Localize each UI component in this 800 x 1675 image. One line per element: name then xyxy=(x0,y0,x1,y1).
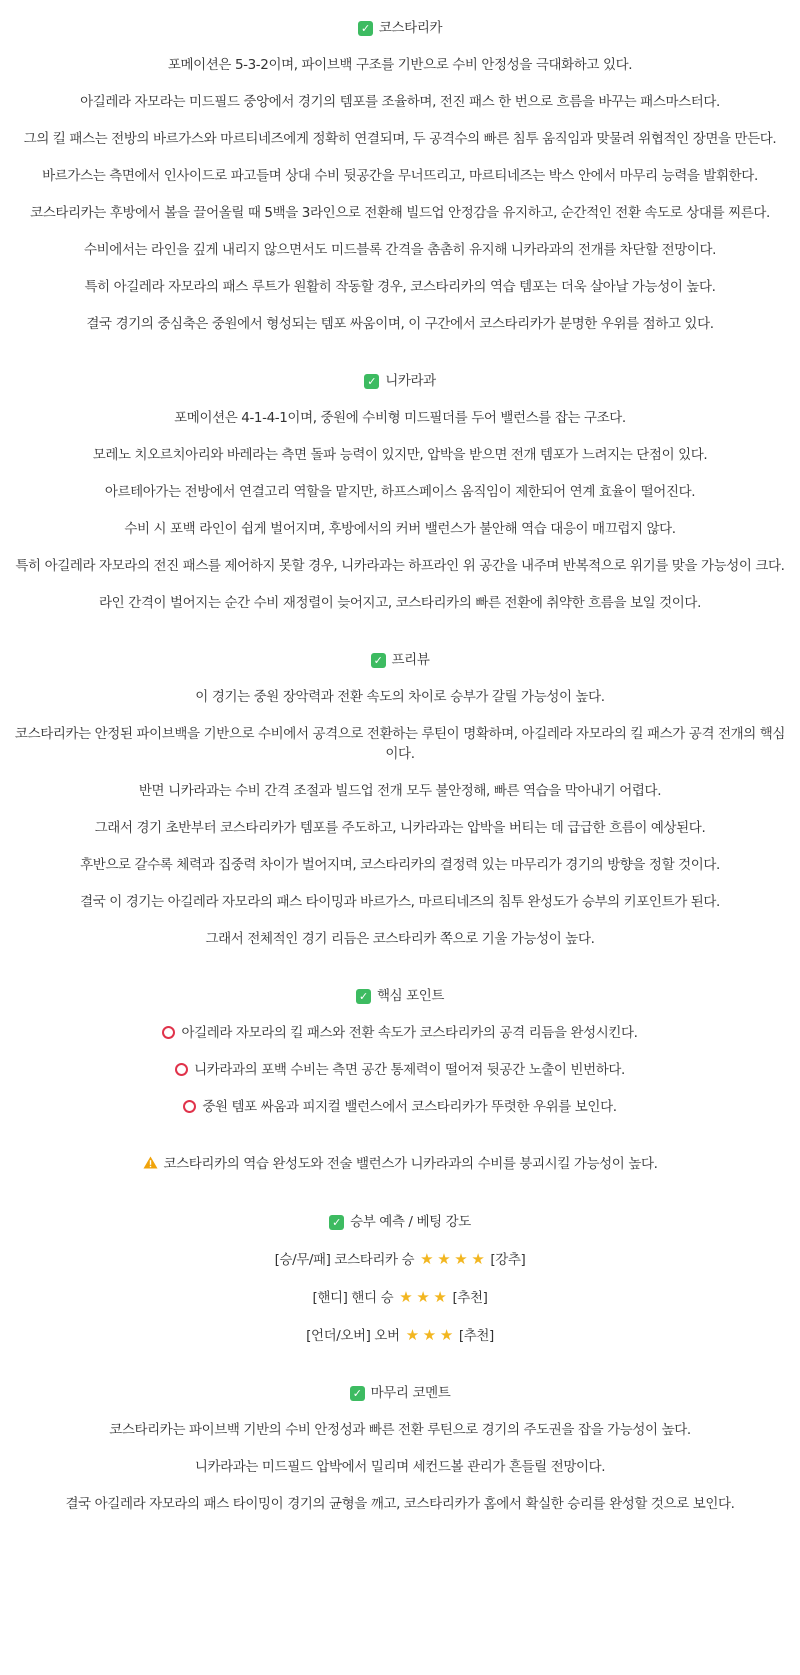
paragraph: 그래서 경기 초반부터 코스타리카가 템포를 주도하고, 니카라과는 압박을 버티는 데 급급한 흐름이 예상된다. xyxy=(94,820,706,836)
section-nicaragua xyxy=(0,371,800,613)
star-icon: ★ xyxy=(399,1288,413,1306)
check-box-icon: ✓ xyxy=(350,1386,365,1401)
paragraph: 결국 아길레라 자모라의 패스 타이밍이 경기의 균형을 깨고, 코스타리카가 홈에서 확실한 승리를 완성할 것으로 보인다. xyxy=(65,1496,735,1512)
section-heading xyxy=(0,1383,800,1403)
paragraph: 결국 이 경기는 아길레라 자모라의 패스 타이밍과 바르가스, 마르티네즈의 침투 완성도가 승부의 키포인트가 된다. xyxy=(80,894,720,910)
key-point-item xyxy=(0,1097,800,1117)
bet-grade: [추천] xyxy=(458,1327,494,1344)
paragraph: 바르가스는 측면에서 인사이드로 파고들며 상대 수비 뒷공간을 무너뜨리고, 마르티네즈는 박스 안에서 마무리 능력을 발휘한다. xyxy=(42,168,758,184)
bet-grade: [추천] xyxy=(452,1289,488,1306)
star-icon: ★ xyxy=(437,1250,451,1268)
bet-line xyxy=(0,1249,800,1270)
section-title: 니카라과 xyxy=(385,373,436,389)
paragraph: 결국 경기의 중심축은 중원에서 형성되는 템포 싸움이며, 이 구간에서 코스타리카가 분명한 우위를 점하고 있다. xyxy=(86,316,714,332)
star-icon: ★ xyxy=(454,1250,468,1268)
red-circle-icon xyxy=(183,1100,196,1113)
paragraph: 니카라과는 미드필드 압박에서 밀리며 세컨드볼 관리가 흔들릴 전망이다. xyxy=(194,1459,606,1475)
star-icon: ★ xyxy=(405,1326,419,1344)
paragraph: 수비 시 포백 라인이 쉽게 벌어지며, 후방에서의 커버 밸런스가 불안해 역습 대응이 매끄럽지 않다. xyxy=(124,521,676,537)
star-rating xyxy=(418,1249,486,1270)
bet-line xyxy=(0,1287,800,1308)
paragraph: 코스타리카는 후방에서 볼을 끌어올릴 때 5백을 3라인으로 전환해 빌드업 안정감을 유지하고, 순간적인 전환 속도로 상대를 찌른다. xyxy=(30,205,770,221)
bet-label: [핸디] 핸디 승 xyxy=(312,1289,394,1306)
bet-line xyxy=(0,1325,800,1346)
bet-label: [승/무/패] 코스타리카 승 xyxy=(274,1251,415,1268)
section-title: 마무리 코멘트 xyxy=(370,1385,451,1401)
check-box-icon: ✓ xyxy=(364,374,379,389)
section-heading xyxy=(0,650,800,670)
key-point-text: 중원 템포 싸움과 피지컬 밸런스에서 코스타리카가 뚜렷한 우위를 보인다. xyxy=(202,1099,617,1115)
star-icon: ★ xyxy=(471,1250,485,1268)
star-icon: ★ xyxy=(420,1250,434,1268)
paragraph: 포메이션은 4-1-4-1이며, 중원에 수비형 미드필더를 두어 밸런스를 잡는 구조다. xyxy=(174,410,626,426)
warning-text: 코스타리카의 역습 완성도와 전술 밸런스가 니카라과의 수비를 붕괴시킬 가능성이 높다. xyxy=(163,1156,658,1172)
paragraph: 아길레라 자모라는 미드필드 중앙에서 경기의 템포를 조율하며, 전진 패스 한 번으로 흐름을 바꾸는 패스마스터다. xyxy=(80,94,720,110)
bet-grade: [강추] xyxy=(490,1251,526,1268)
section-title: 프리뷰 xyxy=(391,652,430,668)
star-icon: ★ xyxy=(422,1326,436,1344)
section-prediction xyxy=(0,1212,800,1346)
paragraph: 수비에서는 라인을 깊게 내리지 않으면서도 미드블록 간격을 촘촘히 유지해 니카라과의 전개를 차단할 전망이다. xyxy=(83,242,717,258)
red-circle-icon xyxy=(162,1026,175,1039)
paragraph: 반면 니카라과는 수비 간격 조절과 빌드업 전개 모두 불안정해, 빠른 역습을 막아내기 어렵다. xyxy=(138,783,662,799)
star-icon: ★ xyxy=(433,1288,447,1306)
check-box-icon: ✓ xyxy=(371,653,386,668)
paragraph: 그의 킬 패스는 전방의 바르가스와 마르티네즈에게 정확히 연결되며, 두 공격수의 빠른 침투 움직임과 맞물려 위협적인 장면을 만든다. xyxy=(23,131,777,147)
paragraph: 아르테아가는 전방에서 연결고리 역할을 맡지만, 하프스페이스 움직임이 제한되어 연계 효율이 떨어진다. xyxy=(104,484,696,500)
section-heading xyxy=(0,986,800,1006)
check-box-icon: ✓ xyxy=(329,1215,344,1230)
key-point-item xyxy=(0,1023,800,1043)
paragraph: 후반으로 갈수록 체력과 집중력 차이가 벌어지며, 코스타리카의 결정력 있는 마무리가 경기의 방향을 정할 것이다. xyxy=(80,857,720,873)
key-point-text: 아길레라 자모라의 킬 패스와 전환 속도가 코스타리카의 공격 리듬을 완성시킨다. xyxy=(181,1025,638,1041)
check-box-icon: ✓ xyxy=(356,989,371,1004)
star-icon: ★ xyxy=(439,1326,453,1344)
key-point-text: 니카라과의 포백 수비는 측면 공간 통제력이 떨어져 뒷공간 노출이 빈번하다. xyxy=(194,1062,625,1078)
check-box-icon: ✓ xyxy=(358,21,373,36)
key-point-item xyxy=(0,1060,800,1080)
paragraph: 코스타리카는 파이브백 기반의 수비 안정성과 빠른 전환 루틴으로 경기의 주도권을 잡을 가능성이 높다. xyxy=(109,1422,691,1438)
paragraph: 특히 아길레라 자모라의 패스 루트가 원활히 작동할 경우, 코스타리카의 역습 템포는 더욱 살아날 가능성이 높다. xyxy=(84,279,716,295)
section-heading xyxy=(0,18,800,38)
warning-icon xyxy=(143,1155,158,1175)
section-title: 핵심 포인트 xyxy=(376,988,445,1004)
section-title: 코스타리카 xyxy=(378,20,443,36)
paragraph: 이 경기는 중원 장악력과 전환 속도의 차이로 승부가 갈릴 가능성이 높다. xyxy=(195,689,605,705)
bet-label: [언더/오버] 오버 xyxy=(306,1327,400,1344)
paragraph: 그래서 전체적인 경기 리듬은 코스타리카 쪽으로 기울 가능성이 높다. xyxy=(205,931,595,947)
star-rating xyxy=(397,1287,448,1308)
warning-line xyxy=(0,1154,800,1175)
red-circle-icon xyxy=(175,1063,188,1076)
paragraph: 라인 간격이 벌어지는 순간 수비 재정렬이 늦어지고, 코스타리카의 빠른 전환에 취약한 흐름을 보일 것이다. xyxy=(99,595,701,611)
paragraph: 코스타리카는 안정된 파이브백을 기반으로 수비에서 공격으로 전환하는 루틴이 명확하며, 아길레라 자모라의 킬 패스가 공격 전개의 핵심이다. xyxy=(14,726,786,762)
section-costa-rica xyxy=(0,18,800,334)
section-closing xyxy=(0,1383,800,1514)
section-key-points xyxy=(0,986,800,1117)
paragraph: 모레노 치오르치아리와 바레라는 측면 돌파 능력이 있지만, 압박을 받으면 전개 템포가 느려지는 단점이 있다. xyxy=(92,447,708,463)
paragraph: 포메이션은 5-3-2이며, 파이브백 구조를 기반으로 수비 안정성을 극대화하고 있다. xyxy=(167,57,633,73)
section-preview xyxy=(0,650,800,949)
paragraph: 특히 아길레라 자모라의 전진 패스를 제어하지 못할 경우, 니카라과는 하프라인 위 공간을 내주며 반복적으로 위기를 맞을 가능성이 크다. xyxy=(15,558,785,574)
section-warning xyxy=(0,1154,800,1175)
section-heading xyxy=(0,371,800,391)
section-heading xyxy=(0,1212,800,1232)
star-rating xyxy=(404,1325,455,1346)
star-icon: ★ xyxy=(416,1288,430,1306)
section-title: 승부 예측 / 베팅 강도 xyxy=(350,1214,471,1230)
